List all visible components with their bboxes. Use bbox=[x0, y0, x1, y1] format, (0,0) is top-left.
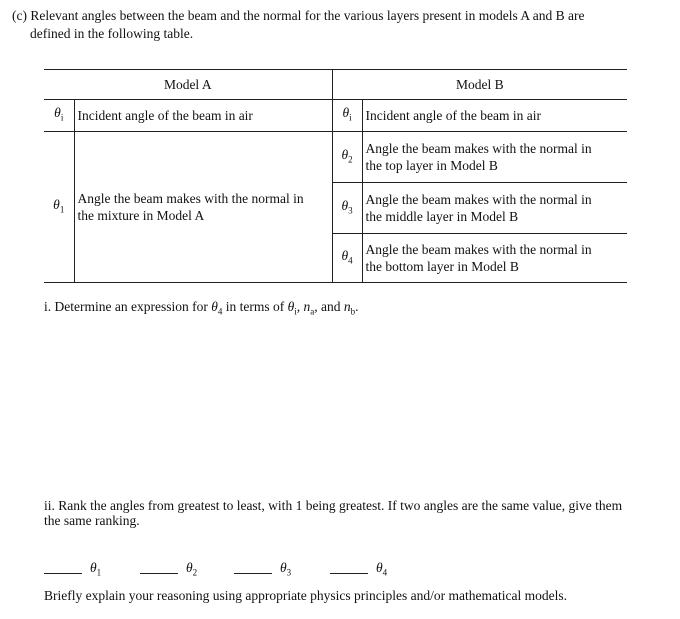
rank-blank-1[interactable] bbox=[44, 573, 82, 574]
question-ii: ii. Rank the angles from greatest to least, with 1 being greatest. If two angles are the same value, give them the same ranking. bbox=[44, 498, 623, 528]
b-theta-4-symbol: $\theta_4$ bbox=[332, 234, 362, 283]
rank-blank-4[interactable] bbox=[330, 573, 368, 574]
table-row bbox=[44, 100, 627, 132]
b-theta-2-symbol: $\theta_2$ bbox=[332, 132, 362, 183]
intro-line-1: (c) Relevant angles between the beam and the normal for the various layers present in models A and B are bbox=[12, 8, 585, 23]
b-theta-4-desc: Angle the beam makes with the normal in the bottom layer in Model B bbox=[362, 234, 627, 283]
model-a-header: Model A bbox=[44, 70, 332, 100]
b-theta-3-symbol: $\theta_3$ bbox=[332, 183, 362, 234]
b-theta-i-symbol: $\theta_i$ bbox=[332, 100, 362, 132]
rank-theta-3[interactable]: $\theta_3$ bbox=[234, 560, 291, 578]
intro-text bbox=[12, 7, 662, 43]
intro-line-2: defined in the following table. bbox=[30, 26, 194, 41]
rank-theta-2[interactable]: $\theta_2$ bbox=[140, 560, 197, 578]
b-theta-3-desc: Angle the beam makes with the normal in the middle layer in Model B bbox=[362, 183, 627, 234]
rank-theta-4[interactable]: $\theta_4$ bbox=[330, 560, 387, 578]
table-row bbox=[44, 132, 627, 183]
rank-blank-2[interactable] bbox=[140, 573, 178, 574]
theta-4-symbol: $\theta_4$ bbox=[211, 299, 223, 317]
question-i: i. Determine an expression for $\theta_4$ in terms of $\theta_i$, $n_a$, and $n_b$. bbox=[44, 299, 359, 317]
b-theta-i-desc: Incident angle of the beam in air bbox=[365, 108, 541, 123]
a-theta-1-symbol: $\theta_1$ bbox=[44, 132, 74, 283]
rank-blank-3[interactable] bbox=[234, 573, 272, 574]
a-theta-1-desc: Angle the beam makes with the normal in the mixture in Model A bbox=[74, 132, 332, 283]
table-header-row bbox=[44, 70, 627, 100]
b-theta-2-desc: Angle the beam makes with the normal in the top layer in Model B bbox=[362, 132, 627, 183]
angles-table bbox=[44, 69, 627, 283]
model-b-header: Model B bbox=[332, 70, 627, 100]
rank-theta-1[interactable]: $\theta_1$ bbox=[44, 560, 101, 578]
a-theta-i-symbol: $\theta_i$ bbox=[44, 100, 74, 132]
explain-prompt: Briefly explain your reasoning using appropriate physics principles and/or mathematical models. bbox=[44, 588, 567, 603]
a-theta-i-desc: Incident angle of the beam in air bbox=[74, 100, 332, 132]
